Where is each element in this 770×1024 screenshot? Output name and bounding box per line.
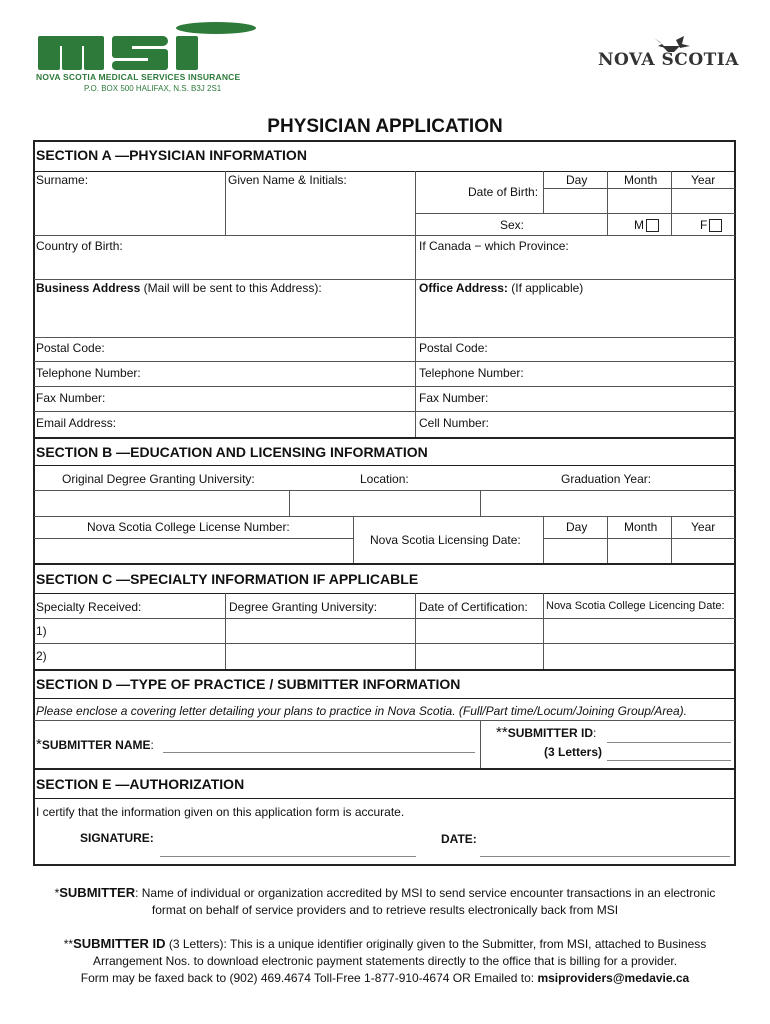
specialty-row-1: 1) bbox=[36, 624, 47, 638]
section-d-title: SECTION D —TYPE OF PRACTICE / SUBMITTER INFORMATION bbox=[36, 676, 461, 692]
degree-university-label: Degree Granting University: bbox=[229, 600, 378, 614]
section-b-title: SECTION B —EDUCATION AND LICENSING INFORMATION bbox=[36, 444, 428, 460]
sex-m-checkbox[interactable] bbox=[646, 219, 659, 232]
page-title: PHYSICIAN APPLICATION bbox=[267, 116, 503, 137]
specialty-label: Specialty Received: bbox=[36, 600, 142, 614]
submitter-name-label: *SUBMITTER NAME: bbox=[36, 736, 154, 753]
lic-day-label: Day bbox=[566, 520, 588, 534]
sex-f-label: F bbox=[700, 218, 708, 232]
certify-statement: I certify that the information given on this application form is accurate. bbox=[36, 805, 405, 819]
cert-date-label: Date of Certification: bbox=[419, 600, 528, 614]
graduation-year-label: Graduation Year: bbox=[561, 472, 652, 486]
postal-code-office-label: Postal Code: bbox=[419, 341, 488, 355]
lic-year-label: Year bbox=[691, 520, 716, 534]
sex-f-checkbox[interactable] bbox=[709, 219, 722, 232]
sex-f-option[interactable] bbox=[700, 218, 722, 232]
msi-org-name: NOVA SCOTIA MEDICAL SERVICES INSURANCE bbox=[36, 72, 241, 82]
college-license-label: Nova Scotia College License Number: bbox=[87, 520, 290, 534]
postal-code-business-label: Postal Code: bbox=[36, 341, 105, 355]
sex-label: Sex: bbox=[500, 218, 525, 232]
sex-m-option[interactable] bbox=[634, 218, 659, 232]
dob-month-label: Month bbox=[624, 173, 658, 187]
section-c-title: SECTION C —SPECIALTY INFORMATION IF APPLICABLE bbox=[36, 571, 419, 587]
location-label: Location: bbox=[360, 472, 409, 486]
email-link[interactable]: msiproviders@medavie.ca bbox=[537, 971, 690, 985]
country-of-birth-label: Country of Birth: bbox=[36, 239, 123, 253]
signature-label: SIGNATURE: bbox=[80, 831, 154, 845]
section-e-title: SECTION E —AUTHORIZATION bbox=[36, 776, 245, 792]
submitter-id-note: (3 Letters) bbox=[544, 745, 603, 759]
cell-label: Cell Number: bbox=[419, 416, 490, 430]
msi-address: P.O. BOX 500 HALIFAX, N.S. B3J 2S1 bbox=[84, 84, 222, 93]
sex-m-label: M bbox=[634, 218, 644, 232]
surname-label: Surname: bbox=[36, 173, 89, 187]
form-frame bbox=[33, 140, 736, 866]
date-line[interactable] bbox=[480, 856, 730, 857]
fax-office-label: Fax Number: bbox=[419, 391, 489, 405]
business-address-label: Business Address (Mail will be sent to this Address): bbox=[36, 281, 322, 295]
section-a-title: SECTION A —PHYSICIAN INFORMATION bbox=[36, 147, 307, 163]
submitter-id-label: **SUBMITTER ID: bbox=[496, 724, 597, 741]
specialty-row-2: 2) bbox=[36, 649, 47, 663]
telephone-business-label: Telephone Number: bbox=[36, 366, 141, 380]
licensing-date-label: Nova Scotia Licensing Date: bbox=[370, 533, 521, 547]
telephone-office-label: Telephone Number: bbox=[419, 366, 524, 380]
province-label: If Canada − which Province: bbox=[419, 239, 569, 253]
fax-business-label: Fax Number: bbox=[36, 391, 106, 405]
dob-day-label: Day bbox=[566, 173, 588, 187]
dob-year-label: Year bbox=[691, 173, 716, 187]
lic-month-label: Month bbox=[624, 520, 658, 534]
ns-licencing-date-label: Nova Scotia College Licencing Date: bbox=[546, 600, 725, 612]
signature-line[interactable] bbox=[160, 856, 416, 857]
submitter-id-footnote: **SUBMITTER ID (3 Letters): This is a unique identifier originally given to the Submitter, from MSI, attached to Business Arrangement Nos. to download electronic payment statements directly to the office that is billing for a provider. Form may be faxed back to (902) 469.4674 Toll-Free 1-877-910-4674 OR Emailed to: msiproviders@medavie.ca bbox=[63, 936, 707, 985]
university-label: Original Degree Granting University: bbox=[62, 472, 255, 486]
submitter-footnote: *SUBMITTER: Name of individual or organization accredited by MSI to send service encounter transactions in an electronic format on behalf of service providers and to retrieve results electronically back from MSI bbox=[54, 885, 716, 917]
office-address-label: Office Address: (If applicable) bbox=[419, 281, 584, 295]
date-label: DATE: bbox=[441, 832, 477, 846]
practice-instructions: Please enclose a covering letter detailing your plans to practice in Nova Scotia. (Full/Part time/Locum/Joining Group/Area). bbox=[36, 704, 687, 718]
dob-label: Date of Birth: bbox=[468, 185, 539, 199]
email-label: Email Address: bbox=[36, 416, 117, 430]
nova-scotia-logo: NOVA SCOTIA bbox=[598, 50, 739, 70]
given-name-label: Given Name & Initials: bbox=[228, 173, 347, 187]
